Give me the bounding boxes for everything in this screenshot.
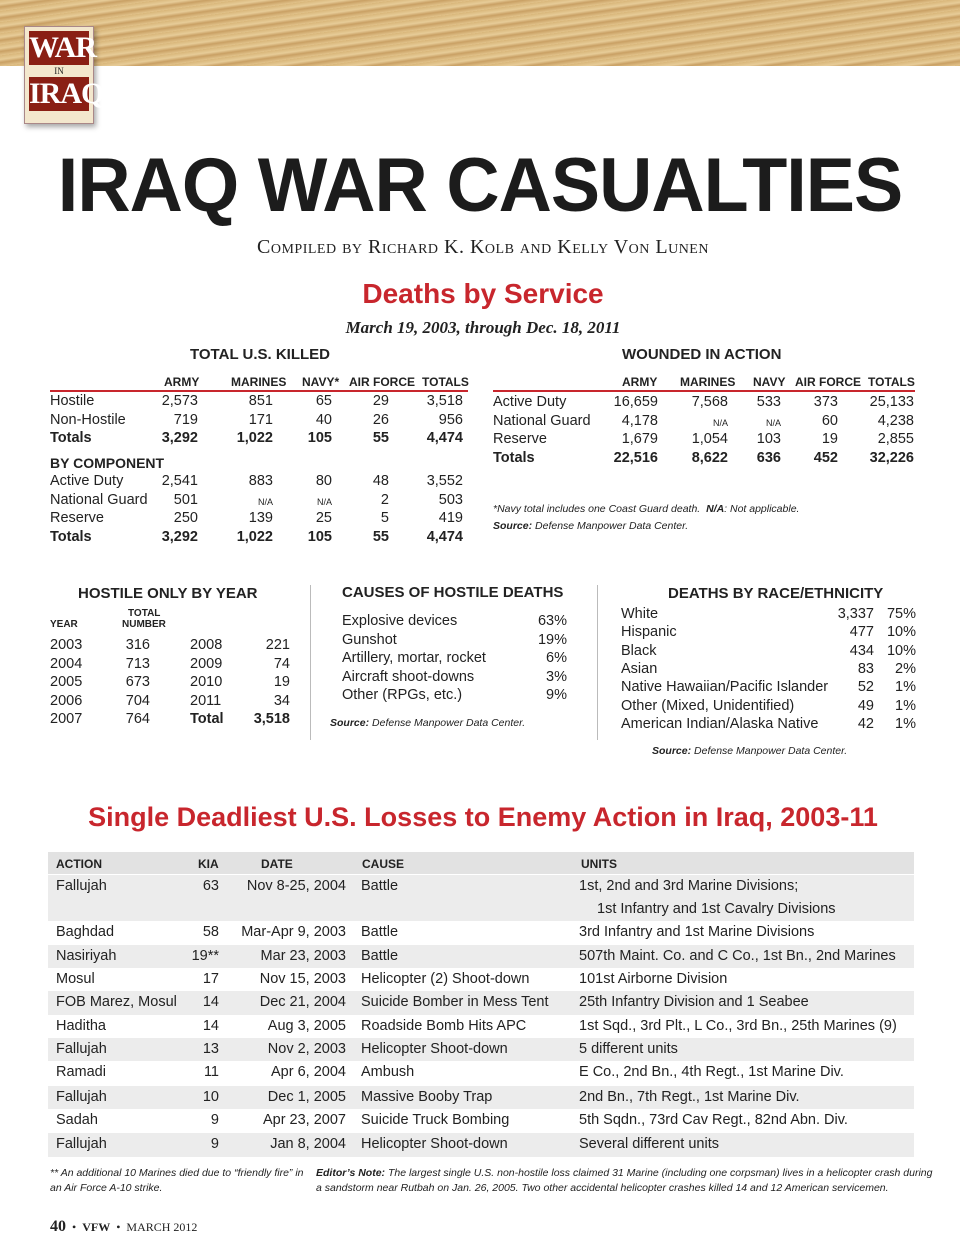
table-cell: N/A (765, 417, 781, 428)
year-number: 704 (125, 692, 150, 709)
cause-percent: 9% (546, 687, 567, 703)
kia-cell: 58 (202, 924, 219, 940)
table-row (48, 875, 914, 898)
col-header: UNITS (581, 857, 617, 871)
row-label: Hostile (50, 393, 95, 409)
cause-label: Explosive devices (342, 613, 458, 629)
killed-heading: TOTAL U.S. KILLED (190, 346, 331, 363)
year-number: 673 (125, 674, 150, 690)
table-row (48, 968, 914, 991)
kia-cell: 17 (202, 971, 219, 987)
date-cell: Dec 1, 2005 (267, 1089, 346, 1105)
magazine-name: VFW (82, 1220, 111, 1234)
race-percent: 2% (895, 660, 916, 677)
date-cell: Nov 8-25, 2004 (246, 878, 346, 894)
table-cell: 105 (307, 430, 332, 446)
year-label: 2010 (190, 674, 223, 690)
table-cell: 2,855 (877, 431, 914, 447)
row-label: Active Duty (50, 473, 124, 489)
table-cell: 139 (248, 510, 273, 526)
col-header: DATE (261, 857, 293, 871)
col-header: TOTALS (868, 375, 915, 389)
table-cell: 103 (756, 431, 781, 447)
year-label: 2003 (50, 637, 83, 653)
table-cell: 1,679 (621, 431, 658, 447)
col-header: TOTALS (422, 375, 469, 389)
table-cell: 3,518 (426, 393, 463, 409)
table-row (48, 1109, 914, 1133)
table-cell: 2,573 (161, 393, 198, 409)
cause-cell: Suicide Bomber in Mess Tent (361, 994, 549, 1010)
by-component-heading: BY COMPONENT (50, 455, 165, 471)
row-label: Active Duty (493, 394, 567, 410)
col-header: KIA (198, 857, 219, 871)
year-number: 221 (265, 637, 290, 653)
table-cell: 65 (315, 393, 332, 409)
date-cell: Dec 21, 2004 (259, 994, 346, 1010)
race-percent: 75% (886, 606, 916, 622)
col-header: TOTAL (128, 608, 161, 619)
cause-label: Gunshot (342, 631, 397, 648)
table-cell: 32,226 (869, 449, 914, 466)
table-cell: N/A (257, 496, 273, 507)
table-cell: 171 (248, 411, 273, 428)
action-cell: Ramadi (56, 1064, 106, 1080)
table-cell: 19 (821, 431, 838, 447)
date-range: March 19, 2003, through Dec. 18, 2011 (345, 318, 621, 337)
cause-percent: 6% (546, 650, 567, 666)
action-cell: Mosul (56, 971, 95, 987)
table-cell: 4,474 (426, 528, 463, 545)
logo-word-in: IN (54, 66, 64, 76)
table-cell: 1,022 (236, 430, 273, 446)
cause-cell: Helicopter Shoot-down (361, 1136, 508, 1152)
action-cell: Baghdad (56, 924, 115, 940)
header-rule (493, 390, 915, 392)
table-cell: 55 (372, 528, 389, 545)
editors-note: Editor’s Note: The largest single U.S. non-hostile loss claimed 31 Marine (including one corpsman) lives in a helicopter crash during a sandstorm near Rutbah on Jan. 26, 2005. Two other accidental helicopter crashes killed 14 and 12 American servicemen. (316, 1167, 933, 1194)
table-cell: 883 (248, 473, 273, 489)
causes-heading: CAUSES OF HOSTILE DEATHS (342, 584, 564, 601)
race-label: Black (621, 642, 657, 659)
table-cell: N/A (712, 417, 728, 428)
action-cell: Nasiriyah (56, 948, 117, 964)
action-cell: Fallujah (56, 1136, 107, 1152)
race-label: Other (Mixed, Unidentified) (621, 697, 795, 714)
cause-label: Artillery, mortar, rocket (342, 650, 486, 666)
table-cell: 5 (380, 510, 389, 526)
table-row (48, 1061, 914, 1086)
table-row (48, 991, 914, 1015)
race-percent: 10% (886, 624, 916, 641)
col-header: AIR FORCE (795, 375, 861, 389)
action-cell: Haditha (56, 1018, 106, 1034)
race-heading: DEATHS BY RACE/ETHNICITY (668, 585, 884, 602)
page-title: IRAQ WAR CASUALTIES (57, 143, 903, 228)
units-cell: 3rd Infantry and 1st Marine Divisions (579, 924, 815, 940)
navy-note: *Navy total includes one Coast Guard death. N/A: Not applicable. (493, 503, 800, 515)
units-cell: 2nd Bn., 7th Regt., 1st Marine Div. (579, 1089, 800, 1105)
units-cell: Several different units (579, 1136, 719, 1152)
table-row (48, 945, 914, 968)
race-percent: 10% (886, 642, 916, 659)
race-count: 83 (857, 660, 874, 677)
table-cell: 26 (372, 411, 389, 428)
kia-cell: 13 (202, 1041, 219, 1057)
table-cell: 80 (315, 473, 332, 489)
units-cell: 5 different units (579, 1041, 678, 1057)
deadliest-losses-title: Single Deadliest U.S. Losses to Enemy Action in Iraq, 2003-11 (88, 802, 878, 832)
year-label: 2005 (50, 674, 83, 690)
table-row (48, 1133, 914, 1157)
table-cell: 8,622 (691, 449, 728, 466)
source-note: Source: Defense Manpower Data Center. (493, 520, 689, 532)
units-cell: 5th Sqdn., 73rd Cav Regt., 82nd Abn. Div. (579, 1112, 848, 1128)
units-cell: 1st Sqd., 3rd Plt., L Co., 3rd Bn., 25th Marines (9) (579, 1018, 897, 1034)
year-number: 764 (125, 711, 150, 727)
table-cell: 4,474 (426, 430, 463, 446)
table-cell: 105 (307, 528, 332, 545)
war-in-iraq-logo (24, 26, 104, 124)
table-cell: 452 (813, 449, 838, 466)
year-label: 2004 (50, 655, 83, 672)
year-label: 2007 (50, 711, 83, 727)
table-cell: 719 (173, 411, 198, 428)
table-cell: 2,541 (161, 473, 198, 489)
date-cell: Apr 23, 2007 (262, 1112, 346, 1128)
race-label: White (621, 606, 659, 622)
footnote: ** An additional 10 Marines died due to “friendly fire” in an Air Force A-10 strike. (50, 1167, 304, 1194)
race-percent: 1% (895, 679, 916, 696)
units-cell: 507th Maint. Co. and C Co., 1st Bn., 2nd Marines (579, 948, 896, 964)
logo-word-iraq: IRAQ (29, 77, 104, 110)
page-footer: 40 • VFW • MARCH 2012 (50, 1218, 198, 1235)
kia-cell: 63 (202, 878, 219, 894)
action-cell: Sadah (56, 1112, 98, 1128)
row-label: Totals (50, 528, 92, 545)
column-divider (310, 585, 311, 740)
row-label: National Guard (50, 491, 148, 508)
table-cell: 3,292 (161, 528, 198, 545)
table-cell: N/A (316, 496, 332, 507)
cause-cell: Battle (361, 948, 399, 964)
row-label: Reserve (50, 510, 104, 526)
column-divider (597, 585, 598, 740)
col-header: CAUSE (362, 857, 405, 871)
table-cell: 1,054 (691, 431, 728, 447)
cause-cell: Battle (361, 878, 399, 894)
kia-cell: 10 (202, 1089, 219, 1105)
action-cell: FOB Marez, Mosul (56, 994, 177, 1010)
table-row (48, 921, 914, 945)
issue-date: MARCH 2012 (126, 1220, 198, 1234)
units-cell: 101st Airborne Division (579, 971, 728, 987)
col-header: ACTION (56, 857, 102, 871)
table-cell: 16,659 (613, 394, 658, 410)
col-header: YEAR (50, 619, 78, 630)
sand-banner (0, 0, 960, 66)
cause-percent: 3% (546, 668, 567, 685)
year-label: 2009 (190, 655, 223, 672)
cause-cell: Ambush (361, 1064, 415, 1080)
col-header: AIR FORCE (349, 375, 415, 389)
date-cell: Mar-Apr 9, 2003 (241, 924, 346, 940)
date-cell: Nov 2, 2003 (267, 1041, 346, 1057)
cause-cell: Suicide Truck Bombing (361, 1112, 510, 1128)
byline: Compiled by Richard K. Kolb and Kelly Von Lunen (257, 236, 709, 258)
date-cell: Nov 15, 2003 (259, 971, 346, 987)
year-number: 19 (273, 674, 290, 690)
table-cell: 7,568 (691, 394, 728, 410)
units-cell: E Co., 2nd Bn., 4th Regt., 1st Marine Div. (579, 1064, 844, 1080)
kia-cell: 9 (210, 1112, 219, 1128)
cause-cell: Battle (361, 924, 399, 940)
col-header: MARINES (231, 375, 287, 389)
page-number: 40 (50, 1218, 66, 1235)
table-cell: 48 (372, 473, 389, 489)
units-cell: 1st Infantry and 1st Cavalry Divisions (597, 901, 836, 917)
cause-percent: 19% (537, 631, 567, 648)
cause-cell: Helicopter (2) Shoot-down (361, 971, 530, 987)
table-cell: 3,552 (426, 473, 463, 489)
source-note: Source: Defense Manpower Data Center. (330, 717, 526, 729)
row-label: Totals (50, 430, 92, 446)
table-cell: 533 (756, 394, 781, 410)
date-cell: Mar 23, 2003 (260, 948, 346, 964)
kia-cell: 14 (202, 994, 219, 1010)
col-header: MARINES (680, 375, 736, 389)
wounded-heading: WOUNDED IN ACTION (622, 346, 782, 363)
col-header: ARMY (622, 375, 658, 389)
table-cell: 25 (315, 510, 332, 526)
year-label: 2011 (190, 692, 222, 709)
row-label: Totals (493, 449, 535, 466)
table-row (48, 1038, 914, 1061)
deaths-by-service-title: Deaths by Service (362, 278, 604, 309)
race-count: 49 (857, 697, 874, 714)
action-cell: Fallujah (56, 878, 107, 894)
date-cell: Jan 8, 2004 (270, 1136, 346, 1152)
table-row (48, 898, 914, 921)
table-cell: 419 (438, 510, 463, 526)
table-cell: 29 (372, 393, 389, 409)
source-note: Source: Defense Manpower Data Center. (652, 745, 848, 757)
year-number: 74 (273, 655, 290, 672)
deadliest-header-row (48, 852, 914, 874)
row-label: Non-Hostile (50, 411, 126, 428)
table-cell: 636 (756, 449, 781, 466)
action-cell: Fallujah (56, 1041, 107, 1057)
cause-cell: Roadside Bomb Hits APC (361, 1018, 527, 1034)
table-cell: 501 (173, 491, 198, 508)
year-label: 2006 (50, 692, 83, 709)
table-cell: 60 (821, 412, 838, 429)
action-cell: Fallujah (56, 1089, 107, 1105)
table-cell: 55 (372, 430, 389, 446)
race-label: Asian (621, 660, 658, 677)
table-cell: 373 (813, 394, 838, 410)
year-number: 34 (273, 692, 290, 709)
row-label: Reserve (493, 431, 547, 447)
table-cell: 40 (315, 411, 332, 428)
race-percent: 1% (895, 697, 916, 714)
cause-percent: 63% (537, 613, 567, 629)
year-label: 2008 (190, 637, 223, 653)
table-cell: 250 (173, 510, 198, 526)
race-label: Native Hawaiian/Pacific Islander (621, 679, 829, 696)
table-cell: 3,292 (161, 430, 198, 446)
cause-cell: Massive Booby Trap (361, 1089, 493, 1105)
year-number: 713 (125, 655, 150, 672)
cause-label: Other (RPGs, etc.) (342, 687, 463, 703)
col-header: NAVY (753, 375, 786, 389)
cause-label: Aircraft shoot-downs (342, 668, 475, 685)
race-count: 3,337 (837, 606, 874, 622)
race-count: 434 (849, 642, 874, 659)
table-cell: 851 (248, 393, 273, 409)
table-cell: 25,133 (869, 394, 914, 410)
year-number: 3,518 (253, 711, 290, 727)
cause-cell: Helicopter Shoot-down (361, 1041, 508, 1057)
date-cell: Apr 6, 2004 (271, 1064, 346, 1080)
kia-cell: 19** (191, 948, 219, 964)
race-label: Hispanic (621, 624, 677, 641)
race-count: 52 (857, 679, 874, 696)
col-header: ARMY (164, 375, 200, 389)
units-cell: 25th Infantry Division and 1 Seabee (579, 994, 809, 1010)
units-cell: 1st, 2nd and 3rd Marine Divisions; (579, 878, 799, 894)
col-header: NAVY* (302, 375, 340, 389)
table-cell: 4,238 (877, 412, 914, 429)
kia-cell: 14 (202, 1018, 219, 1034)
table-cell: 956 (438, 411, 463, 428)
race-count: 477 (849, 624, 874, 641)
race-label: American Indian/Alaska Native (621, 715, 819, 732)
year-number: 316 (125, 637, 150, 653)
header-rule (50, 390, 468, 392)
kia-cell: 9 (210, 1136, 219, 1152)
col-header: NUMBER (122, 619, 166, 630)
table-cell: 1,022 (236, 528, 273, 545)
race-count: 42 (857, 715, 874, 732)
table-row (48, 1086, 914, 1109)
date-cell: Aug 3, 2005 (267, 1018, 346, 1034)
table-cell: 4,178 (621, 412, 658, 429)
table-cell: 22,516 (613, 449, 658, 466)
logo-word-war: WAR (29, 31, 97, 64)
race-percent: 1% (895, 715, 916, 732)
table-row (48, 1015, 914, 1038)
hostile-year-heading: HOSTILE ONLY BY YEAR (78, 585, 258, 602)
kia-cell: 11 (203, 1064, 219, 1080)
year-label: Total (190, 711, 224, 727)
table-cell: 503 (438, 491, 463, 508)
row-label: National Guard (493, 412, 591, 429)
table-cell: 2 (380, 491, 389, 508)
